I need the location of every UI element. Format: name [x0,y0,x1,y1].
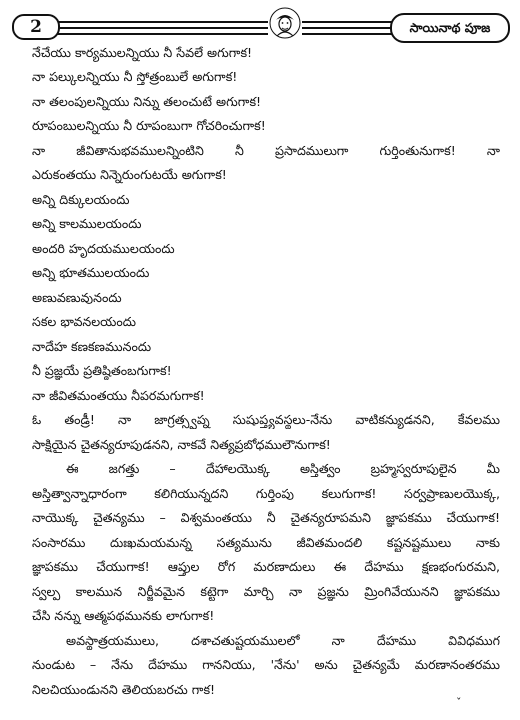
page-number: 2 [12,14,60,40]
text-line: నా జీవితమంతయు నీపరమగుగాక! [32,388,205,403]
text-line: నుండుట – నేను దేహము గాననియు, 'నేను' అను చైతన్యమే మరణానంతరము [32,657,500,672]
text-line: నా జీవితానుభవములన్నింటిని నీ ప్రసాదములుగా గుర్తింతునుగాక! నా [32,143,500,158]
text-line: నా పల్కులన్నియు నీ స్తోత్రంబులే అగుగాక! [32,69,238,84]
text-line: సాక్షియైన చైతన్యరూపుడనని, నాకవే నిత్యప్రబోధములౌనుగాక! [32,437,331,452]
text-line: ఓ తండ్రీ! నా జాగ్రత్స్వప్న సుషుప్త్యవస్థలు-నేను వాటికన్యుడనని, కేవలము [32,412,500,427]
sai-baba-portrait-icon [268,6,302,40]
text-line: నిలచియుండునని తెలియబరచు గాక! [32,682,216,697]
text-line: అణువణువునందు [32,290,122,305]
text-line: సకల భావనలయందు [32,314,137,329]
text-line: రూపంబులన్నియు నీ రూపంబుగా గోచరించుగాక! [32,118,266,133]
text-line: అవస్థాత్రయములు, దశాచతుష్టయములలో నా దేహము వివిధముగ [66,633,500,648]
text-line: నాయొక్క చైతన్యము – విశ్వమంతయు నీ చైతన్యరూపమని జ్ఞాపకము చేయుగాక! [32,510,500,525]
text-line: నా తలంపులన్నియు నిన్ను తలంచుటే అగుగాక! [32,94,262,109]
text-line: ఎరుకంతయు నిన్నెరుంగుటయే అగుగాక! [32,167,227,182]
book-title: సాయినాథ పూజ [390,13,510,43]
text-line: చేసి నన్ను ఆత్మపథమునకు లాగుగాక! [32,608,215,623]
text-line: నాదేహ కణకణమునందు [32,339,152,354]
text-line: సంసారము దుఃఖమయమన్న సత్యమును జీవితమందలి కష్టనష్టములు నాకు [32,535,500,550]
text-line: అన్ని దిక్కులయందు [32,192,130,207]
header-rule [50,33,395,35]
text-line: ఈ జగత్తు – దేహాలయొక్క అస్తిత్వం బ్రహ్మస్వరూపులైన మీ [66,461,500,476]
text-line: నేచేయు కార్యములన్నియు నీ సేవలే అగుగాక! [32,45,253,60]
footer-mark: ˇ [456,696,462,709]
text-line: అస్తిత్వాన్నాధారంగా కలిగియున్నదని గుర్తింపు కలుగుగాక! సర్వప్రాణులయొక్క, [32,486,500,501]
text-line: అన్ని భూతములయందు [32,265,150,280]
text-line: జ్ఞాపకము చేయుగాక! ఆప్తుల రోగ మరణాదులు ఈ దేహము క్షణభంగురమని, [32,559,500,574]
header-rule [50,27,395,29]
text-line: స్వల్ప కాలమున నిర్జీవమైన కట్టెగా మార్చి నా ప్రజ్ఞను మ్రింగివేయునని జ్ఞాపకము [32,584,500,599]
text-line: అన్ని కాలములయందు [32,216,142,231]
header-rule [50,21,395,23]
text-line: అందరి హృదయములయందు [32,241,175,256]
page-header [10,8,510,42]
text-line: నీ ప్రజ్ఞయే ప్రతిష్ఠితంబగుగాక! [32,363,172,378]
